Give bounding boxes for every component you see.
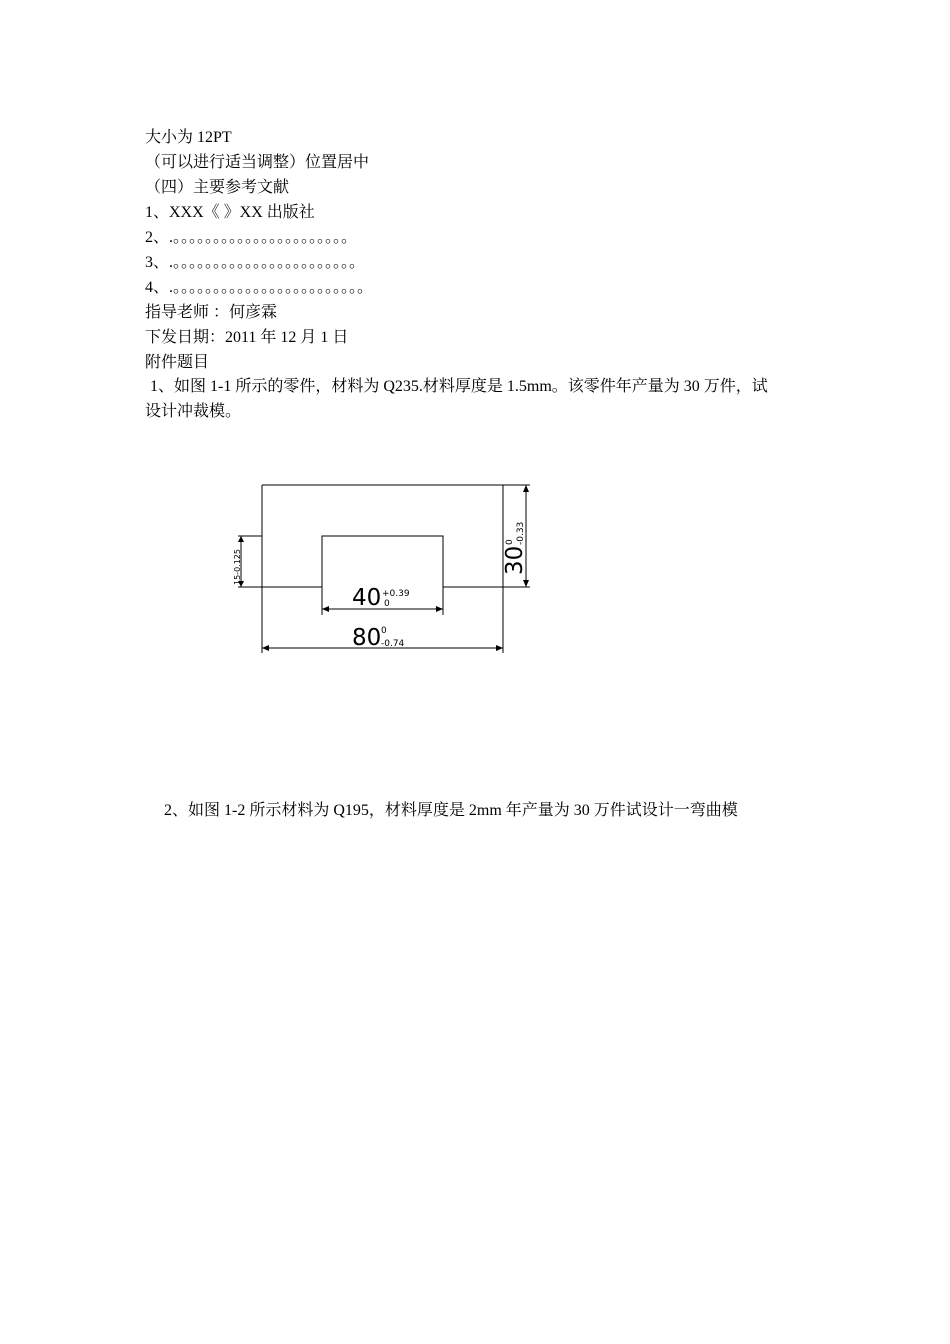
width-dim-value: 80	[352, 625, 382, 651]
part-outline	[262, 485, 503, 587]
issue-date-line: 下发日期：2011 年 12 月 1 日	[145, 329, 349, 346]
slot-dim-value: 40	[352, 585, 382, 611]
text-line-position: （可以进行适当调整）位置居中	[145, 154, 370, 171]
question-1-line-1: 1、如图 1-1 所示的零件，材料为 Q235.材料厚度是 1.5mm。该零件年产量为 30 万件，试	[150, 378, 768, 395]
slot-dim-upper-tol: +0.39	[382, 589, 410, 599]
reference-item-3: 3、.。。。。。。。。。。。。。。。。。。。。。。。	[145, 254, 366, 271]
question-2: 2、如图 1-2 所示材料为 Q195，材料厚度是 2mm 年产量为 30 万件试设计一弯曲模	[164, 802, 738, 819]
reference-item-1: 1、XXX《 》XX 出版社	[145, 204, 315, 221]
step-dim-value: 15-0.125	[233, 549, 242, 585]
figure-1-1-drawing	[230, 475, 540, 660]
attachment-title: 附件题目	[145, 354, 210, 371]
text-line-font-size: 大小为 12PT	[145, 129, 232, 146]
reference-item-4: 4、.。。。。。。。。。。。。。。。。。。。。。。。。	[145, 279, 374, 296]
width-dim-lower-tol: -0.74	[381, 639, 405, 649]
width-dim-upper-tol: 0	[381, 626, 387, 636]
supervisor-line: 指导老师 ：何彦霖	[145, 304, 278, 321]
question-1-line-2: 设计冲裁模。	[145, 403, 242, 420]
section-heading-references: （四）主要参考文献	[145, 179, 290, 196]
height-dim-lower-tol: -0.33	[516, 521, 526, 545]
reference-item-2: 2、.。。。。。。。。。。。。。。。。。。。。。。	[145, 229, 358, 246]
height-dim-upper-tol: 0	[505, 539, 515, 545]
slot-dim-lower-tol: 0	[384, 599, 390, 609]
height-dim-value: 30	[502, 545, 528, 575]
